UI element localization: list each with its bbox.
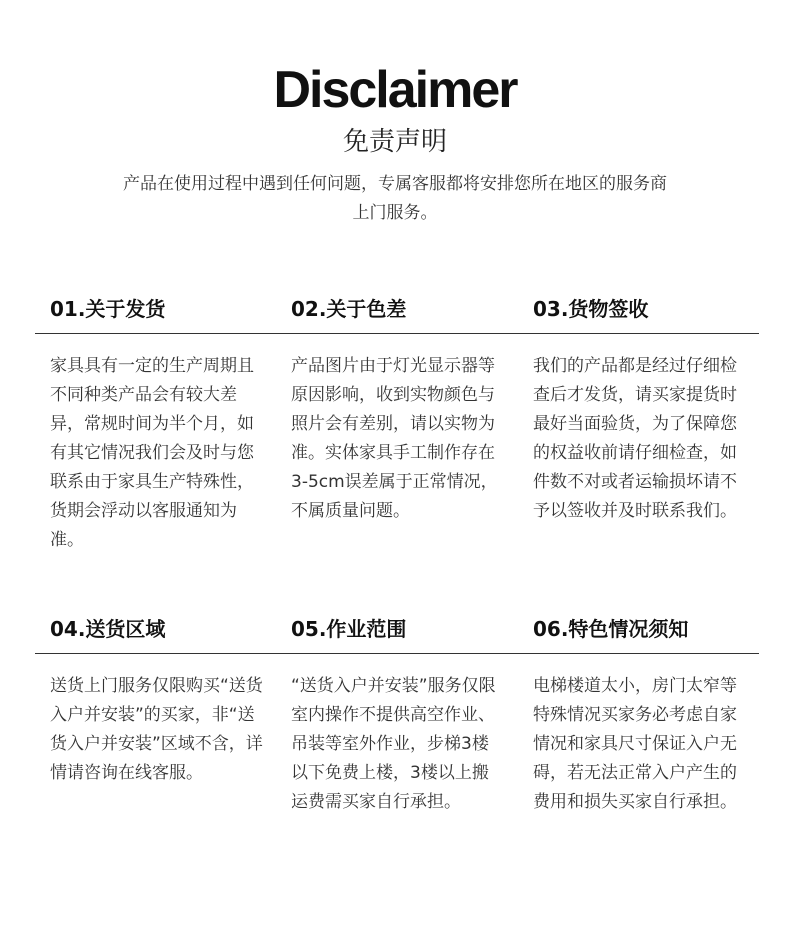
section-body-shipping: 家具具有一定的生产周期且不同种类产品会有较大差异，常规时间为半个月，如有其它情况我们会及时与您联系由于家具生产特殊性，货期会浮动以客服通知为准。 xyxy=(50,356,254,550)
section-heading-shipping: 01.关于发货 xyxy=(50,297,166,321)
section-heading-work-scope: 05.作业范围 xyxy=(291,617,407,641)
section-heading-delivery-area: 04.送货区域 xyxy=(50,617,166,641)
section-body-work-scope: “送货入户并安装”服务仅限室内操作不提供高空作业、吊装等室外作业，步梯3楼以下免费上楼，3楼以上搬运费需买家自行承担。 xyxy=(291,676,496,812)
section-body-receipt: 我们的产品都是经过仔细检查后才发货，请买家提货时最好当面验货，为了保障您的权益收前请仔细检查，如件数不对或者运输损坏请不予以签收并及时联系我们。 xyxy=(533,356,737,521)
section-divider-2 xyxy=(35,653,759,654)
page-title-chinese: 免责声明 xyxy=(342,127,447,157)
section-body-delivery-area: 送货上门服务仅限购买“送货入户并安装”的买家，非“送货入户并安装”区域不含，详情请咨询在线客服。 xyxy=(50,676,263,783)
intro-paragraph: 产品在使用过程中遇到任何问题，专属客服都将安排您所在地区的服务商上门服务。 xyxy=(123,174,667,223)
section-heading-color-difference: 02.关于色差 xyxy=(291,297,407,321)
section-heading-special-notes: 06.特色情况须知 xyxy=(533,617,689,641)
section-divider-1 xyxy=(35,333,759,334)
section-heading-receipt: 03.货物签收 xyxy=(533,297,649,321)
page-title-english: Disclaimer xyxy=(273,61,517,119)
section-body-special-notes: 电梯楼道太小，房门太窄等特殊情况买家务必考虑自家情况和家具尺寸保证入户无碍，若无法正常入户产生的费用和损失买家自行承担。 xyxy=(533,676,737,812)
section-body-color-difference: 产品图片由于灯光显示器等原因影响，收到实物颜色与照片会有差别，请以实物为准。实体家具手工制作存在3-5cm误差属于正常情况，不属质量问题。 xyxy=(291,356,498,521)
